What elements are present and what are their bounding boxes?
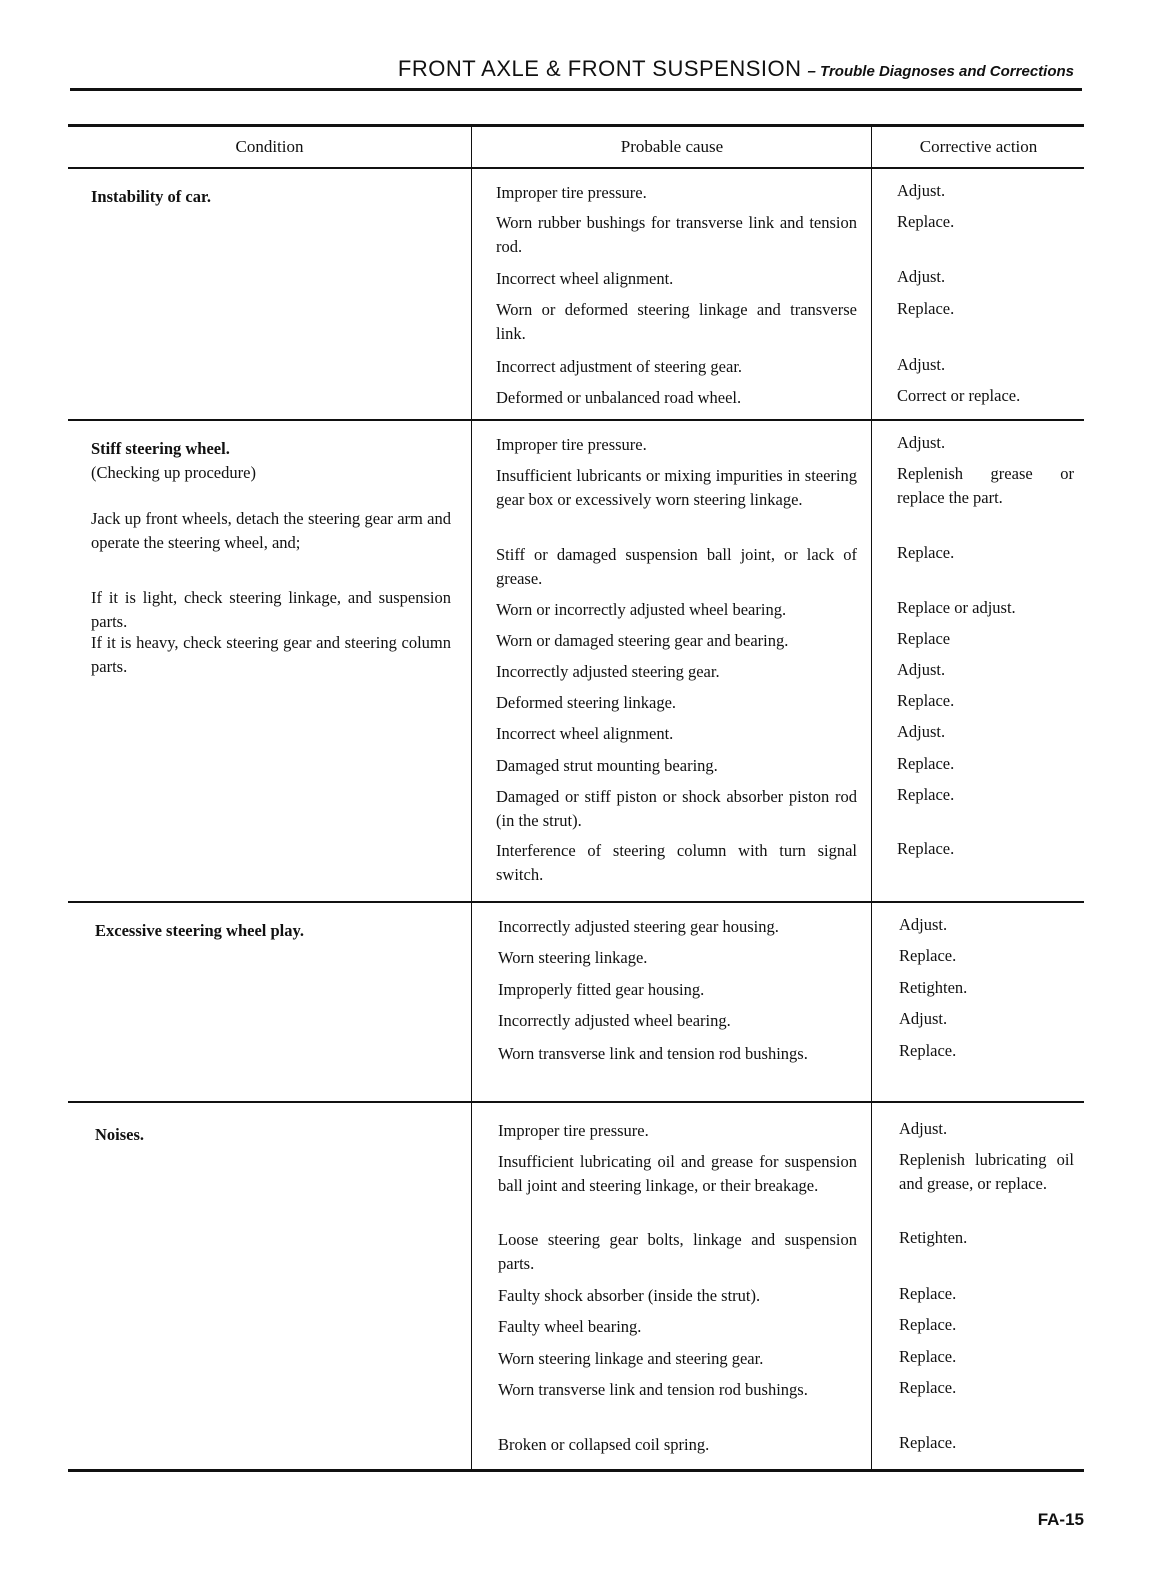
cause-item: Improper tire pressure. (496, 435, 647, 454)
table-section-instability (68, 169, 1084, 421)
condition-title: Stiff steering wheel. (91, 439, 230, 458)
condition-procedure: Jack up front wheels, detach the steering gear arm and operate the steering wheel, and; (91, 509, 451, 552)
cause-item: Worn steering linkage. (498, 948, 648, 967)
action-item: Replace. (897, 754, 955, 773)
page-title: FRONT AXLE & FRONT SUSPENSION (397, 56, 802, 81)
column-header-corrective-action: Corrective action (871, 127, 1085, 167)
cause-item: Worn or damaged steering gear and bearing. (496, 631, 789, 650)
actions-cell (871, 169, 1084, 419)
cause-item: Incorrectly adjusted steering gear housing. (498, 917, 779, 936)
condition-cell (68, 421, 471, 901)
condition-title: Noises. (95, 1125, 145, 1144)
condition-note: (Checking up procedure) (91, 463, 256, 482)
cause-item: Interference of steering column with turn signal switch. (496, 841, 857, 884)
action-item: Replace. (897, 212, 955, 231)
action-item: Replace (897, 629, 951, 648)
action-item: Replace. (899, 946, 957, 965)
action-item: Adjust. (897, 181, 946, 200)
action-item: Replace. (899, 1284, 957, 1303)
action-item: Adjust. (899, 915, 948, 934)
condition-procedure: If it is heavy, check steering gear and steering column parts. (91, 633, 451, 676)
action-item: Adjust. (897, 660, 946, 679)
actions-cell (871, 903, 1084, 1101)
action-item: Replace. (897, 785, 955, 804)
cause-item: Deformed steering linkage. (496, 693, 677, 712)
condition-procedure: If it is light, check steering linkage, and suspension parts. (91, 588, 451, 631)
cause-item: Damaged or stiff piston or shock absorber piston rod (in the strut). (496, 787, 857, 830)
condition-cell (68, 169, 471, 419)
cause-item: Worn transverse link and tension rod bushings. (498, 1380, 808, 1399)
table-section-steering-play (68, 903, 1084, 1103)
cause-item: Faulty shock absorber (inside the strut). (498, 1286, 761, 1305)
cause-item: Improper tire pressure. (496, 183, 647, 202)
action-item: Adjust. (899, 1119, 948, 1138)
action-item: Replace. (897, 299, 955, 318)
cause-item: Stiff or damaged suspension ball joint, or lack of grease. (496, 545, 857, 588)
action-item: Adjust. (897, 433, 946, 452)
table-section-stiff-steering (68, 421, 1084, 903)
cause-item: Improperly fitted gear housing. (498, 980, 705, 999)
cause-item: Insufficient lubricating oil and grease for suspension ball joint and steering linkage, or their breakage. (498, 1152, 857, 1195)
causes-cell (471, 169, 871, 419)
condition-cell (68, 1103, 471, 1469)
troubleshooting-table (68, 124, 1084, 1472)
cause-item: Worn or deformed steering linkage and transverse link. (496, 300, 857, 343)
actions-cell (871, 1103, 1084, 1469)
table-header (68, 124, 1084, 169)
action-item: Replenish grease or replace the part. (897, 464, 1074, 507)
condition-cell (68, 903, 471, 1101)
action-item: Adjust. (897, 267, 946, 286)
page-number: FA-15 (1037, 1510, 1084, 1529)
action-item: Replace. (899, 1433, 957, 1452)
cause-item: Faulty wheel bearing. (498, 1317, 642, 1336)
column-header-probable-cause: Probable cause (471, 127, 872, 167)
action-item: Adjust. (897, 355, 946, 374)
action-item: Adjust. (897, 722, 946, 741)
cause-item: Worn or incorrectly adjusted wheel bearing. (496, 600, 787, 619)
cause-item: Worn rubber bushings for transverse link and tension rod. (496, 213, 857, 256)
action-item: Replace. (899, 1378, 957, 1397)
action-item: Retighten. (899, 1228, 968, 1247)
cause-item: Damaged strut mounting bearing. (496, 756, 718, 775)
cause-item: Deformed or unbalanced road wheel. (496, 388, 742, 407)
cause-item: Incorrect adjustment of steering gear. (496, 357, 743, 376)
action-item: Replace or adjust. (897, 598, 1016, 617)
action-item: Replace. (899, 1041, 957, 1060)
page-subtitle: – Trouble Diagnoses and Corrections (807, 63, 1074, 80)
cause-item: Broken or collapsed coil spring. (498, 1435, 710, 1454)
action-item: Replace. (897, 839, 955, 858)
cause-item: Incorrect wheel alignment. (496, 269, 674, 288)
action-item: Replace. (899, 1347, 957, 1366)
table-section-noises (68, 1103, 1084, 1472)
causes-cell (471, 421, 871, 901)
action-item: Correct or replace. (897, 386, 1021, 405)
causes-cell (471, 903, 871, 1101)
actions-cell (871, 421, 1084, 901)
action-item: Replace. (899, 1315, 957, 1334)
cause-item: Insufficient lubricants or mixing impurities in steering gear box or excessively worn steering linkage. (496, 466, 857, 509)
action-item: Adjust. (899, 1009, 948, 1028)
action-item: Replenish lubricating oil and grease, or replace. (899, 1150, 1074, 1193)
cause-item: Worn transverse link and tension rod bushings. (498, 1044, 808, 1063)
action-item: Retighten. (899, 978, 968, 997)
condition-title: Excessive steering wheel play. (95, 921, 304, 940)
cause-item: Incorrectly adjusted wheel bearing. (498, 1011, 731, 1030)
header-title-line (398, 56, 1074, 82)
cause-item: Worn steering linkage and steering gear. (498, 1349, 764, 1368)
condition-title: Instability of car. (91, 187, 211, 206)
cause-item: Improper tire pressure. (498, 1121, 649, 1140)
cause-item: Incorrect wheel alignment. (496, 724, 674, 743)
cause-item: Incorrectly adjusted steering gear. (496, 662, 720, 681)
action-item: Replace. (897, 691, 955, 710)
cause-item: Loose steering gear bolts, linkage and suspension parts. (498, 1230, 857, 1273)
action-item: Replace. (897, 543, 955, 562)
page-header (70, 54, 1082, 91)
causes-cell (471, 1103, 871, 1469)
column-header-condition: Condition (235, 137, 304, 156)
